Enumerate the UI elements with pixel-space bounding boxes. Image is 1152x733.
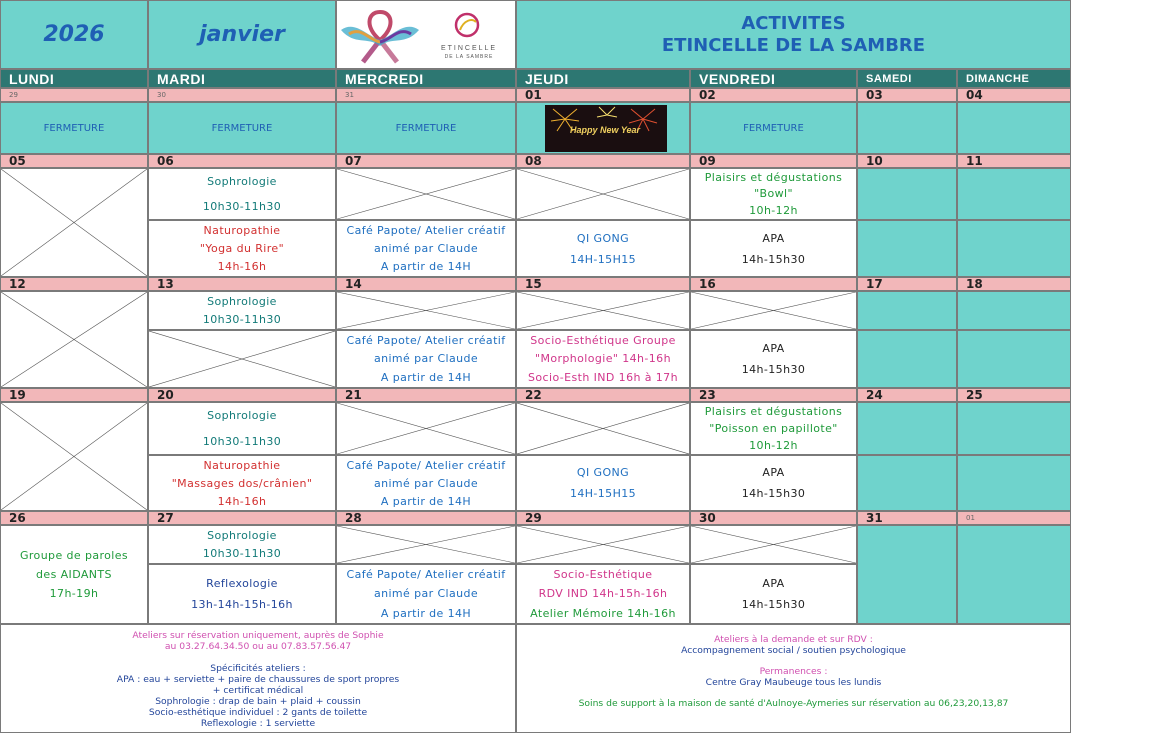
empty-cell	[516, 525, 690, 564]
day-name-mercredi: MERCREDI	[336, 69, 516, 88]
date-cell: 18	[957, 277, 1071, 291]
activity-subtitle: "Poisson en papillote"	[709, 422, 838, 435]
activity-time: 14H-15H15	[569, 487, 637, 500]
closure-label: FERMETURE	[211, 122, 273, 134]
date-cell: 29	[516, 511, 690, 525]
activity-time: A partir de 14H	[380, 606, 472, 620]
day-name-jeudi: JEUDI	[516, 69, 690, 88]
date-cell: 22	[516, 388, 690, 402]
activity-name: QI GONG	[576, 466, 630, 479]
date-cell: 12	[0, 277, 148, 291]
activity-name: Sophrologie	[207, 175, 277, 188]
activity-name: Café Papote/ Atelier créatif	[346, 458, 506, 472]
activity-name: Sophrologie	[207, 294, 277, 308]
cross-icon	[517, 526, 689, 563]
date-cell: 10	[857, 154, 957, 168]
empty-cell	[336, 402, 516, 455]
activity-name: Sophrologie	[207, 409, 277, 423]
date-cell: 11	[957, 154, 1071, 168]
weekend-cell	[957, 525, 1071, 624]
activity-cell	[148, 564, 336, 624]
activity-cell	[148, 455, 336, 511]
weekend-cell	[857, 102, 957, 154]
footer-right	[516, 624, 1071, 733]
weekend-cell	[857, 525, 957, 624]
date-cell: 28	[336, 511, 516, 525]
cross-icon	[337, 403, 515, 454]
date-cell: 31	[857, 511, 957, 525]
closure-label: FERMETURE	[395, 122, 457, 134]
activity-name: Café Papote/ Atelier créatif	[346, 223, 506, 237]
date-cell: 30	[690, 511, 857, 525]
cross-icon	[1, 169, 147, 276]
activity-subtitle: "Bowl"	[754, 187, 793, 201]
date-cell: 31	[336, 88, 516, 102]
activity-cell	[336, 564, 516, 624]
date-cell: 09	[690, 154, 857, 168]
activity-time: 10h-12h	[749, 204, 798, 218]
activity-subtitle: "Morphologie" 14h-16h	[535, 352, 671, 366]
activity-cell	[336, 220, 516, 277]
cross-icon	[1, 292, 147, 387]
empty-cell	[516, 402, 690, 455]
empty-cell	[516, 291, 690, 330]
footer-reservation: Ateliers sur réservation uniquement, auprès de Sophie	[132, 630, 384, 641]
fireworks-image	[545, 105, 667, 152]
footer-left	[0, 624, 516, 733]
activity-time: A partir de 14H	[380, 371, 472, 385]
title-line-1: ACTIVITES	[741, 12, 846, 34]
day-name-samedi: SAMEDI	[857, 69, 957, 88]
activity-subtitle: des AIDANTS	[36, 568, 112, 581]
logo-sub: DE LA SAMBRE	[444, 54, 494, 60]
footer-spec-reflexo: Reflexologie : 1 serviette	[200, 718, 316, 729]
date-cell: 01	[957, 511, 1071, 525]
activity-time: 17h-19h	[49, 587, 99, 600]
date-cell: 13	[148, 277, 336, 291]
activity-name: Café Papote/ Atelier créatif	[346, 333, 506, 347]
date-cell: 05	[0, 154, 148, 168]
closure-cell	[690, 102, 857, 154]
cross-icon	[517, 169, 689, 219]
activity-name: APA	[762, 577, 785, 590]
activity-name: Groupe de paroles	[19, 549, 129, 562]
cross-icon	[337, 526, 515, 563]
weekend-cell	[857, 330, 957, 388]
empty-cell	[336, 291, 516, 330]
etincelle-logo-icon	[452, 10, 482, 40]
activity-cell	[336, 455, 516, 511]
new-year-text: Happy New Year	[569, 125, 641, 135]
date-cell: 27	[148, 511, 336, 525]
activity-cell	[336, 330, 516, 388]
logo-text: ETINCELLE	[440, 45, 498, 52]
closure-label: FERMETURE	[43, 122, 105, 134]
day-name-vendredi: VENDREDI	[690, 69, 857, 88]
date-cell: 29	[0, 88, 148, 102]
cross-icon	[691, 526, 856, 563]
logo-cell	[336, 0, 516, 69]
activity-name: Café Papote/ Atelier créatif	[346, 568, 506, 582]
activity-time: 14h-16h	[217, 494, 267, 508]
empty-cell	[0, 402, 148, 511]
ribbon-logo-icon	[339, 6, 421, 66]
empty-cell	[0, 168, 148, 277]
date-cell: 30	[148, 88, 336, 102]
date-cell: 21	[336, 388, 516, 402]
title-cell	[516, 0, 1071, 69]
activity-name: Socio-Esthétique Groupe	[530, 333, 676, 347]
activity-cell	[516, 220, 690, 277]
activity-subtitle: animé par Claude	[373, 587, 479, 601]
footer-soins: Soins de support à la maison de santé d'Aulnoye-Aymeries sur réservation au 06,23,20,13,87	[578, 698, 1009, 709]
activity-cell	[148, 168, 336, 220]
year-cell	[0, 0, 148, 69]
activity-time: 14h-15h30	[741, 363, 806, 376]
date-cell: 06	[148, 154, 336, 168]
closure-cell	[148, 102, 336, 154]
cross-icon	[691, 292, 856, 329]
activity-subtitle: Atelier Mémoire 14h-16h	[530, 606, 676, 620]
activity-name: Plaisirs et dégustations	[704, 170, 843, 184]
footer-on-demand: Ateliers à la demande et sur RDV :	[714, 634, 873, 645]
activity-time: 14H-15H15	[569, 252, 637, 266]
activity-name: Sophrologie	[207, 528, 277, 542]
activity-cell	[690, 168, 857, 220]
date-cell: 14	[336, 277, 516, 291]
footer-spec-title: Spécificités ateliers :	[210, 663, 306, 674]
activity-cell	[148, 402, 336, 455]
weekend-cell	[957, 402, 1071, 455]
activity-time: RDV IND 14h-15h-16h	[538, 587, 668, 601]
cross-icon	[149, 331, 335, 387]
date-cell: 19	[0, 388, 148, 402]
activity-cell	[516, 455, 690, 511]
activity-cell	[0, 525, 148, 624]
day-name-lundi: LUNDI	[0, 69, 148, 88]
activity-name: APA	[762, 466, 785, 479]
activity-cell	[148, 220, 336, 277]
cross-icon	[1, 403, 147, 510]
activity-cell	[516, 564, 690, 624]
empty-cell	[690, 525, 857, 564]
activity-time: 14h-15h30	[741, 598, 806, 611]
activity-cell	[516, 330, 690, 388]
activity-cell	[148, 291, 336, 330]
weekend-cell	[957, 330, 1071, 388]
activity-time: 14h-15h30	[741, 487, 806, 500]
date-cell: 23	[690, 388, 857, 402]
activity-subtitle: "Yoga du Rire"	[199, 241, 285, 255]
date-cell: 16	[690, 277, 857, 291]
weekend-cell	[957, 102, 1071, 154]
empty-cell	[690, 291, 857, 330]
date-cell: 20	[148, 388, 336, 402]
date-cell: 25	[957, 388, 1071, 402]
activity-time: 10h30-11h30	[202, 547, 282, 561]
empty-cell	[336, 168, 516, 220]
cross-icon	[337, 292, 515, 329]
activity-cell	[148, 525, 336, 564]
weekend-cell	[857, 220, 957, 277]
activity-name: Naturopathie	[203, 458, 281, 472]
activity-cell	[690, 455, 857, 511]
activity-time: 14h-15h30	[741, 252, 806, 266]
day-name-mardi: MARDI	[148, 69, 336, 88]
date-cell: 24	[857, 388, 957, 402]
closure-cell	[336, 102, 516, 154]
activity-name: QI GONG	[576, 231, 630, 245]
weekend-cell	[957, 220, 1071, 277]
weekend-cell	[957, 168, 1071, 220]
empty-cell	[516, 168, 690, 220]
cross-icon	[517, 403, 689, 454]
activity-time: 10h30-11h30	[202, 200, 282, 213]
activity-time: 10h30-11h30	[202, 434, 282, 448]
activity-name: APA	[762, 231, 785, 245]
closure-label: FERMETURE	[743, 122, 804, 134]
activity-subtitle: animé par Claude	[373, 241, 479, 255]
date-cell: 02	[690, 88, 857, 102]
date-cell: 17	[857, 277, 957, 291]
weekend-cell	[857, 168, 957, 220]
footer-spec-socio: Socio-esthétique individuel : 2 gants de toilette	[148, 707, 368, 718]
activity-subtitle: "Massages dos/crânien"	[171, 476, 313, 490]
closure-cell	[0, 102, 148, 154]
title-line-2: ETINCELLE DE LA SAMBRE	[661, 34, 926, 56]
activity-cell	[690, 564, 857, 624]
date-cell: 15	[516, 277, 690, 291]
footer-spec-apa: APA : eau + serviette + paire de chaussures de sport propres	[116, 674, 400, 685]
activity-cell	[690, 402, 857, 455]
weekend-cell	[957, 291, 1071, 330]
activity-time: A partir de 14H	[380, 494, 472, 508]
date-cell: 08	[516, 154, 690, 168]
activity-name: Naturopathie	[203, 223, 281, 237]
date-cell: 07	[336, 154, 516, 168]
activity-subtitle: animé par Claude	[373, 476, 479, 490]
year-label: 2026	[43, 22, 105, 47]
empty-cell	[0, 291, 148, 388]
activity-cell	[690, 330, 857, 388]
activity-name: APA	[762, 342, 785, 355]
day-name-dimanche: DIMANCHE	[957, 69, 1071, 88]
activity-time: 10h30-11h30	[202, 313, 282, 327]
weekend-cell	[857, 402, 957, 455]
month-label: janvier	[199, 22, 285, 47]
new-year-cell	[516, 102, 690, 154]
month-cell	[148, 0, 336, 69]
activity-time: A partir de 14H	[380, 260, 472, 274]
footer-spec-sophro: Sophrologie : drap de bain + plaid + coussin	[155, 696, 361, 707]
date-cell: 04	[957, 88, 1071, 102]
weekend-cell	[857, 455, 957, 511]
date-cell: 26	[0, 511, 148, 525]
activity-name: Plaisirs et dégustations	[704, 405, 843, 418]
footer-spec-apa-2: + certificat médical	[212, 685, 304, 696]
activity-name: Reflexologie	[206, 577, 278, 590]
weekend-cell	[957, 455, 1071, 511]
empty-cell	[148, 330, 336, 388]
activity-time: 10h-12h	[749, 439, 798, 452]
footer-centre: Centre Gray Maubeuge tous les lundis	[705, 677, 882, 688]
activity-subtitle: animé par Claude	[373, 352, 479, 366]
footer-support: Accompagnement social / soutien psychologique	[681, 645, 906, 656]
date-cell: 01	[516, 88, 690, 102]
cross-icon	[337, 169, 515, 219]
weekend-cell	[857, 291, 957, 330]
activity-time: 13h-14h-15h-16h	[191, 598, 293, 611]
activity-cell	[690, 220, 857, 277]
date-cell: 03	[857, 88, 957, 102]
activity-name: Socio-Esthétique	[553, 568, 653, 582]
empty-cell	[336, 525, 516, 564]
activity-time: 14h-16h	[217, 260, 267, 274]
cross-icon	[517, 292, 689, 329]
footer-permanences: Permanences :	[759, 666, 828, 677]
activity-time: Socio-Esth IND 16h à 17h	[528, 371, 678, 385]
footer-phone: au 03.27.64.34.50 ou au 07.83.57.56.47	[164, 641, 352, 652]
